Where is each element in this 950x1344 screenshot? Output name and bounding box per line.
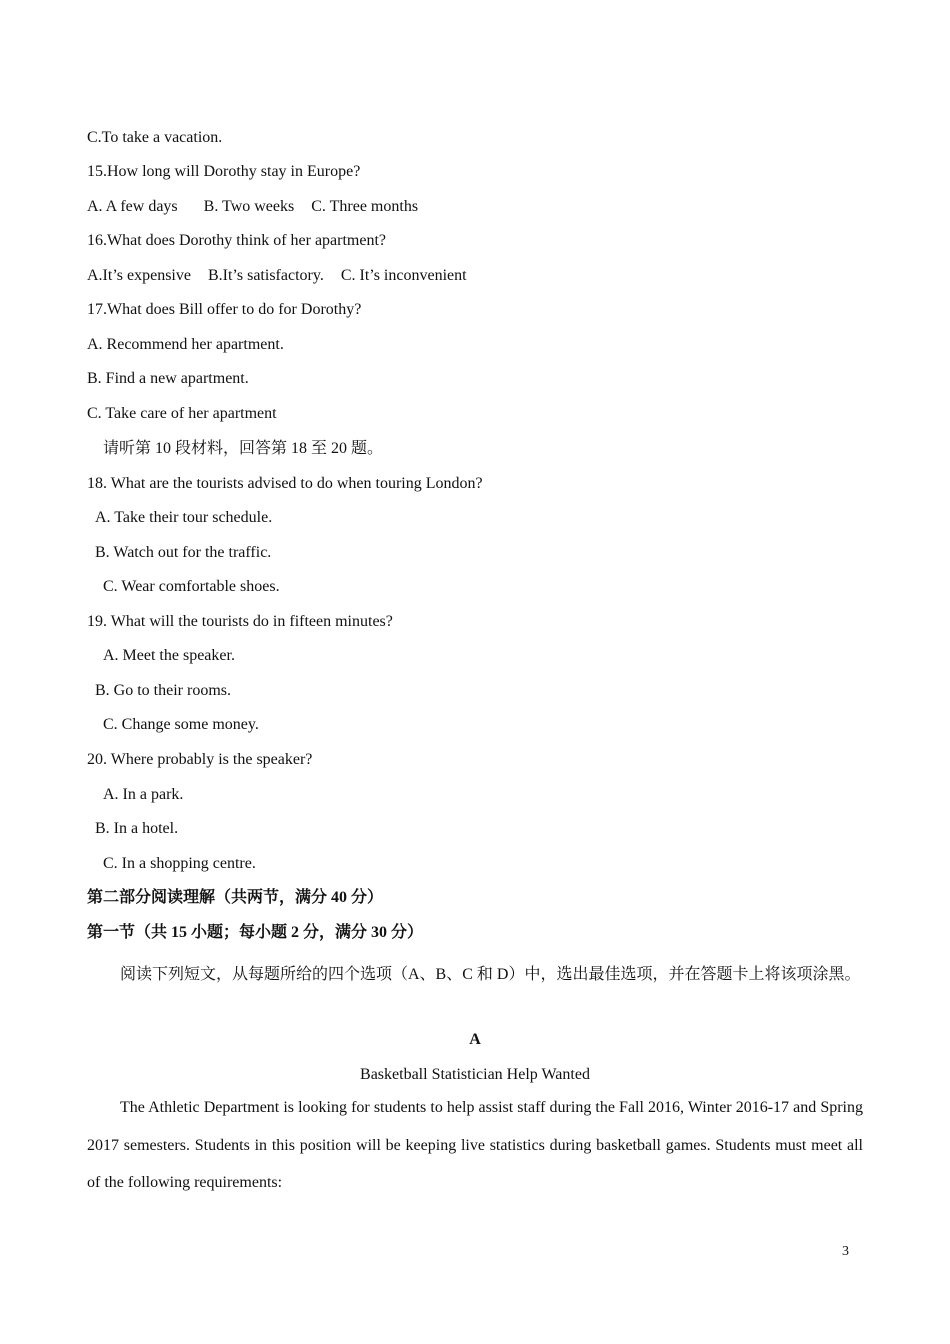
part-two-heading: 第二部分阅读理解（共两节，满分 40 分） [87,889,384,906]
option-19b: B. Go to their rooms. [95,682,231,699]
option-20a: A. In a park. [103,786,184,803]
option-20c: C. In a shopping centre. [103,855,256,872]
option-16c: C. It’s inconvenient [340,267,467,284]
option-19c: C. Change some money. [103,716,259,733]
question-16-options [87,266,467,286]
option-15c: C. Three months [311,198,419,215]
reading-instruction: 阅读下列短文，从每题所给的四个选项（A、B、C 和 D）中，选出最佳选项，并在答题卡上将该项涂黑。 [120,966,861,983]
section-one-heading: 第一节（共 15 小题；每小题 2 分，满分 30 分） [87,924,424,941]
option-18a: A. Take their tour schedule. [95,509,273,526]
option-18b: B. Watch out for the traffic. [95,544,272,561]
question-17: 17.What does Bill offer to do for Dorothy? [87,301,362,318]
option-14c: C.To take a vacation. [87,129,223,146]
option-15a: A. A few days [87,198,178,215]
option-17c: C. Take care of her apartment [87,405,277,422]
question-20: 20. Where probably is the speaker? [87,751,313,768]
question-18: 18. What are the tourists advised to do when touring London? [87,475,483,492]
passage-title: Basketball Statistician Help Wanted [360,1066,590,1083]
passage-paragraph: The Athletic Department is looking for students to help assist staff during the Fall 2016, Winter 2016-17 and Spring 2017 semesters. Students in this position will be keeping live statistics during basketball games. Students must meet all of the following requirements: [87,1099,863,1191]
option-19a: A. Meet the speaker. [103,647,235,664]
option-17b: B. Find a new apartment. [87,370,249,387]
option-17a: A. Recommend her apartment. [87,336,284,353]
passage-label: A [469,1031,481,1048]
page-number: 3 [842,1244,849,1259]
option-15b: B. Two weeks [203,198,295,215]
option-16b: B.It’s satisfactory. [207,267,324,284]
question-16: 16.What does Dorothy think of her apartment? [87,232,387,249]
question-15-options [87,197,418,217]
option-16a: A.It’s expensive [87,267,191,284]
listening-instruction: 请听第 10 段材料，回答第 18 至 20 题。 [103,440,384,457]
question-15: 15.How long will Dorothy stay in Europe? [87,163,361,180]
option-18c: C. Wear comfortable shoes. [103,578,280,595]
question-19: 19. What will the tourists do in fifteen minutes? [87,613,393,630]
option-20b: B. In a hotel. [95,820,179,837]
